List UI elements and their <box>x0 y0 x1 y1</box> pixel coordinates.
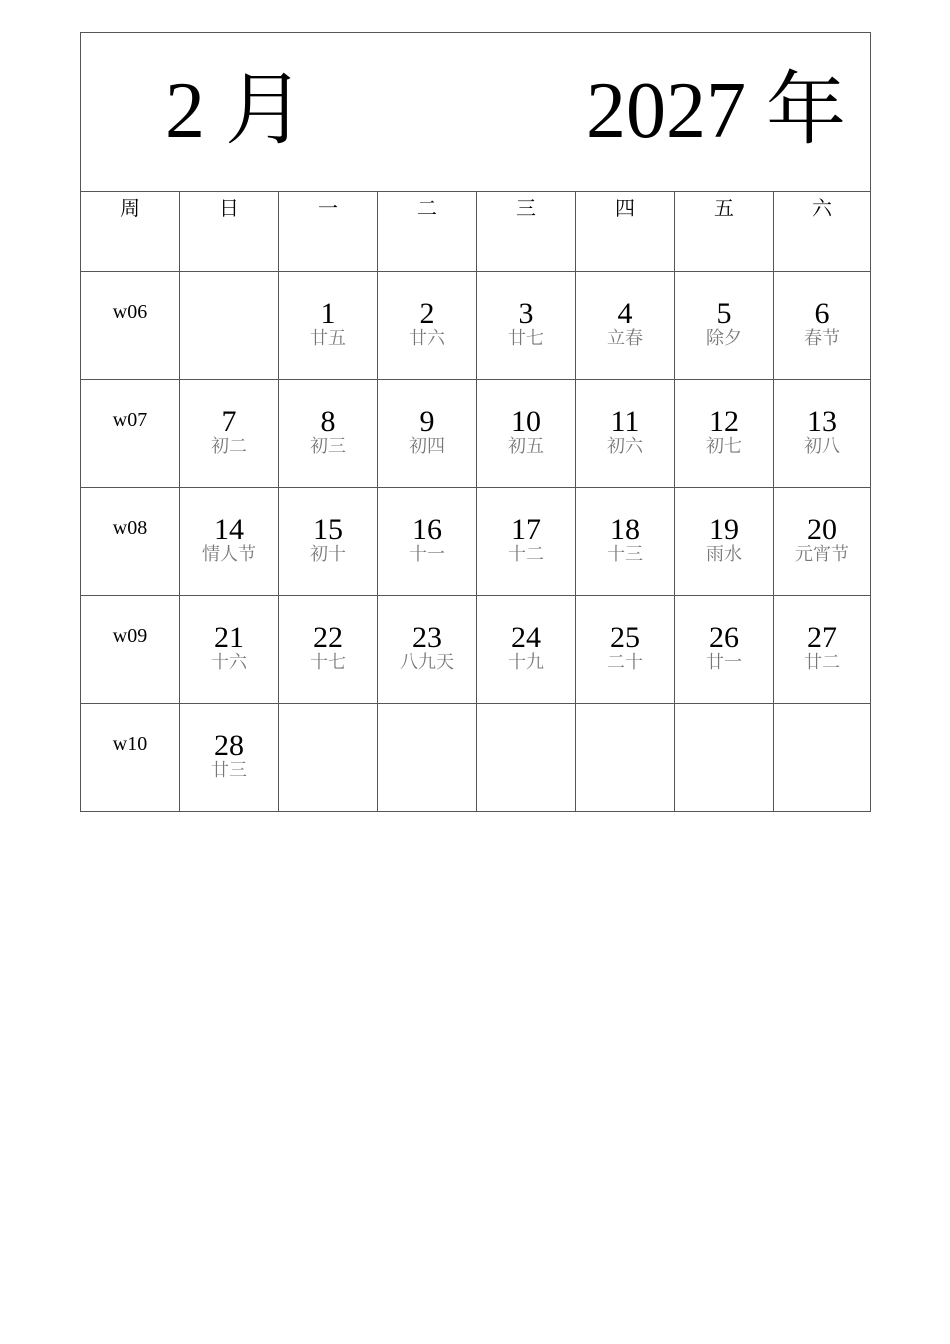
day-cell <box>477 596 576 704</box>
week-number: w10 <box>81 704 180 812</box>
lunar-date: 初四 <box>409 436 445 457</box>
day-cell <box>378 704 477 812</box>
week-row <box>81 380 871 488</box>
lunar-date: 廿二 <box>804 652 840 673</box>
week-row <box>81 704 871 812</box>
day-cell <box>180 488 279 596</box>
day-cell <box>378 380 477 488</box>
lunar-date: 除夕 <box>706 328 742 349</box>
lunar-date: 廿六 <box>409 328 445 349</box>
day-cell <box>675 704 774 812</box>
day-cell <box>279 380 378 488</box>
day-number: 2 <box>419 297 435 330</box>
week-row <box>81 488 871 596</box>
day-cell <box>279 596 378 704</box>
lunar-date: 十七 <box>310 652 346 673</box>
lunar-date: 十九 <box>508 652 544 673</box>
day-number: 10 <box>511 405 541 438</box>
lunar-date: 十二 <box>508 544 544 565</box>
day-number: 13 <box>807 405 837 438</box>
day-cell <box>576 488 675 596</box>
weekday-label-week: 周 <box>81 192 180 272</box>
day-cell <box>477 380 576 488</box>
lunar-date: 二十 <box>607 652 643 673</box>
day-number: 14 <box>214 513 244 546</box>
day-cell <box>576 380 675 488</box>
day-number: 7 <box>221 405 237 438</box>
weekday-label-fri: 五 <box>675 192 774 272</box>
day-cell <box>675 272 774 380</box>
day-cell <box>774 596 871 704</box>
lunar-date: 八九天 <box>400 652 454 673</box>
day-cell <box>774 488 871 596</box>
day-cell <box>180 596 279 704</box>
lunar-date: 元宵节 <box>795 544 849 565</box>
day-number: 16 <box>412 513 442 546</box>
day-number: 4 <box>617 297 633 330</box>
lunar-date: 初十 <box>310 544 346 565</box>
lunar-date: 十一 <box>409 544 445 565</box>
day-number: 11 <box>610 405 640 438</box>
day-number: 17 <box>511 513 541 546</box>
day-cell <box>675 596 774 704</box>
day-cell <box>180 704 279 812</box>
day-cell <box>477 704 576 812</box>
week-number: w08 <box>81 488 180 596</box>
week-row <box>81 596 871 704</box>
day-cell <box>675 380 774 488</box>
day-number: 5 <box>716 297 732 330</box>
weekday-label-thu: 四 <box>576 192 675 272</box>
lunar-date: 廿七 <box>508 328 544 349</box>
day-cell <box>279 272 378 380</box>
day-cell <box>180 380 279 488</box>
lunar-date: 情人节 <box>202 544 256 565</box>
lunar-date: 十六 <box>211 652 247 673</box>
day-cell <box>378 596 477 704</box>
lunar-date: 十三 <box>607 544 643 565</box>
day-number: 25 <box>610 621 640 654</box>
weekday-label-wed: 三 <box>477 192 576 272</box>
day-number: 15 <box>313 513 343 546</box>
lunar-date: 初七 <box>706 436 742 457</box>
day-cell <box>576 596 675 704</box>
day-number: 22 <box>313 621 343 654</box>
lunar-date: 廿一 <box>706 652 742 673</box>
day-number: 3 <box>518 297 534 330</box>
day-number: 1 <box>320 297 336 330</box>
lunar-date: 初三 <box>310 436 346 457</box>
lunar-date: 初八 <box>804 436 840 457</box>
day-number: 27 <box>807 621 837 654</box>
day-number: 26 <box>709 621 739 654</box>
lunar-date: 初五 <box>508 436 544 457</box>
lunar-date: 春节 <box>804 328 840 349</box>
day-number: 19 <box>709 513 739 546</box>
calendar-header <box>81 33 871 192</box>
day-number: 8 <box>320 405 336 438</box>
lunar-date: 廿五 <box>310 328 346 349</box>
lunar-date: 初六 <box>607 436 643 457</box>
day-cell <box>576 704 675 812</box>
day-cell <box>279 704 378 812</box>
lunar-date: 雨水 <box>706 544 742 565</box>
day-cell <box>378 488 477 596</box>
lunar-date: 初二 <box>211 436 247 457</box>
lunar-date: 廿三 <box>211 760 247 781</box>
day-number: 12 <box>709 405 739 438</box>
day-number: 24 <box>511 621 541 654</box>
week-row <box>81 272 871 380</box>
year-title: 2027 年 <box>586 67 846 155</box>
month-title: 2 月 <box>165 67 305 155</box>
day-cell <box>180 272 279 380</box>
week-number: w06 <box>81 272 180 380</box>
weekday-label-sat: 六 <box>774 192 871 272</box>
day-cell <box>477 272 576 380</box>
day-cell <box>477 488 576 596</box>
day-number: 21 <box>214 621 244 654</box>
day-cell <box>774 272 871 380</box>
day-cell <box>774 704 871 812</box>
weekday-header-row <box>81 192 871 272</box>
day-cell <box>675 488 774 596</box>
week-number: w09 <box>81 596 180 704</box>
day-number: 9 <box>419 405 435 438</box>
day-number: 20 <box>807 513 837 546</box>
day-number: 6 <box>814 297 830 330</box>
weekday-label-sun: 日 <box>180 192 279 272</box>
weekday-label-mon: 一 <box>279 192 378 272</box>
day-number: 18 <box>610 513 640 546</box>
lunar-date: 立春 <box>607 328 643 349</box>
day-number: 23 <box>412 621 442 654</box>
day-cell <box>576 272 675 380</box>
day-cell <box>774 380 871 488</box>
week-number: w07 <box>81 380 180 488</box>
day-cell <box>378 272 477 380</box>
day-cell <box>279 488 378 596</box>
calendar-table <box>80 32 871 812</box>
day-number: 28 <box>214 729 244 762</box>
weekday-label-tue: 二 <box>378 192 477 272</box>
